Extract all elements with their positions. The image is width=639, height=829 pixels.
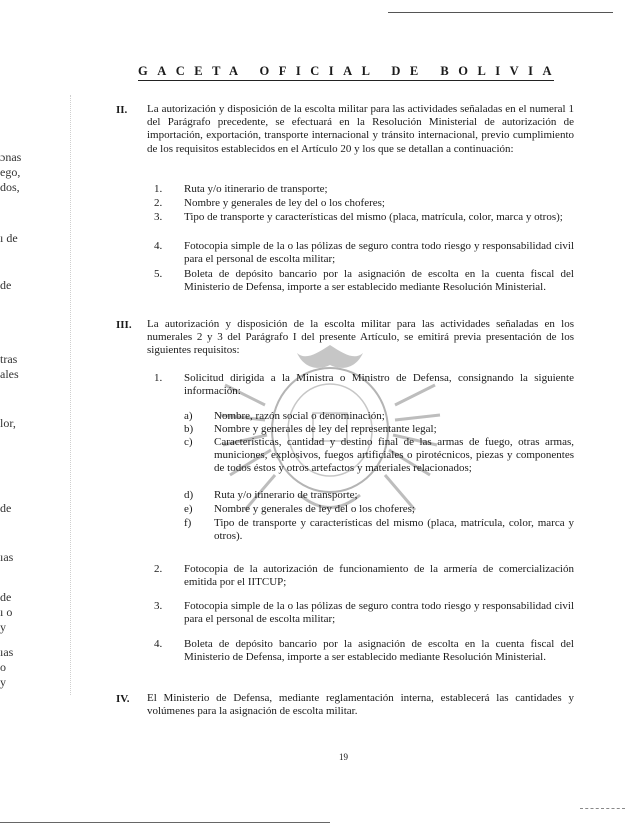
item-number: 1. [154,183,163,195]
item-text: Nombre y generales de ley del representante legal; [214,423,437,435]
item-text: Tipo de transporte y características del mismo (placa, matrícula, color, marca y otros); [184,211,563,223]
bottom-right-rule [580,808,625,809]
bleed-text: y [0,620,6,634]
item-letter: c) [184,436,193,448]
section-paragraph: La autorización y disposición de la escolta militar para las actividades señaladas en el numeral 1 del Parágrafo precedente, se efectuará en la Resolución Ministerial de autorización de importación, exportación, transporte internacional y tránsito internacional, previo cumplimiento de los requisitos establecidos en el Artículo 20 y los que se detallan a continuación: [147,103,574,155]
item-number: 3. [154,600,163,612]
item-number: 4. [154,638,163,650]
top-rule [388,12,613,13]
page-number: 19 [339,752,348,762]
item-letter: b) [184,423,194,435]
bottom-rule [0,822,330,823]
item-number: 2. [154,197,163,209]
item-text: Fotocopia de la autorización de funcionamiento de la armería de comercialización emitida por el IITCUP; [184,563,574,589]
item-letter: d) [184,489,194,501]
item-text: Nombre y generales de ley del o los choferes; [184,197,385,209]
item-letter: f) [184,517,192,529]
item-number: 1. [154,372,163,384]
bleed-text: ales [0,367,19,381]
item-text: Nombre, razón social o denominación; [214,410,385,422]
item-text: Solicitud dirigida a la Ministra o Ministro de Defensa, consignando la siguiente información: [184,372,574,398]
item-number: 4. [154,240,163,252]
gazette-header: GACETA OFICIAL DE BOLIVIA [138,64,562,78]
bleed-text: de [0,278,12,292]
section-paragraph: La autorización y disposición de la escolta militar para las actividades señaladas en los numerales 2 y 3 del Parágrafo I del presente Artículo, se emitirá previa presentación de los siguientes requisitos: [147,318,574,357]
item-number: 5. [154,268,163,280]
item-text: Boleta de depósito bancario por la asignación de escolta en la cuenta fiscal del Ministerio de Defensa, importe a ser establecido mediante Resolución Ministerial. [184,638,574,664]
item-number: 3. [154,211,163,223]
item-letter: e) [184,503,193,515]
bleed-text: dos, [0,180,20,194]
bleed-text: ı de [0,231,18,245]
item-number: 2. [154,563,163,575]
bleed-text: ıas [0,550,14,564]
item-text: Fotocopia simple de la o las pólizas de seguro contra todo riesgo y responsabilidad civil para el personal de escolta militar; [184,600,574,626]
bleed-text: de [0,501,12,515]
section-paragraph: El Ministerio de Defensa, mediante reglamentación interna, establecerá las cantidades y volúmenes para la asignación de escolta militar. [147,692,574,718]
bleed-text: tras [0,352,18,366]
bleed-text: y [0,675,6,689]
header-rule [138,80,554,81]
section-number: II. [116,104,128,116]
item-text: Boleta de depósito bancario por la asignación de escolta en la cuenta fiscal del Ministerio de Defensa, importe a ser establecido mediante Resolución Ministerial. [184,268,574,294]
bleed-text: ı o [0,605,13,619]
bleed-text: ɔnas [0,150,22,164]
section-number: III. [116,319,132,331]
bleed-text: o [0,660,6,674]
item-text: Tipo de transporte y características del mismo (placa, matrícula, color, marca y otros). [214,517,574,543]
fold-line [70,95,71,695]
section-number: IV. [116,693,130,705]
bleed-text: de [0,590,12,604]
bleed-text: ıas [0,645,14,659]
item-text: Nombre y generales de ley del o los choferes; [214,503,415,515]
bleed-text: ego, [0,165,21,179]
item-text: Fotocopia simple de la o las pólizas de seguro contra todo riesgo y responsabilidad civil para el personal de escolta militar; [184,240,574,266]
bleed-text: lor, [0,416,16,430]
item-text: Características, cantidad y destino final de las armas de fuego, otras armas, municiones, explosivos, fuegos artificiales o pirotécnicos, piezas y componentes de todos éstos y otros artefactos y materiales relacionados; [214,436,574,475]
item-text: Ruta y/o itinerario de transporte; [214,489,358,501]
item-letter: a) [184,410,193,422]
item-text: Ruta y/o itinerario de transporte; [184,183,328,195]
